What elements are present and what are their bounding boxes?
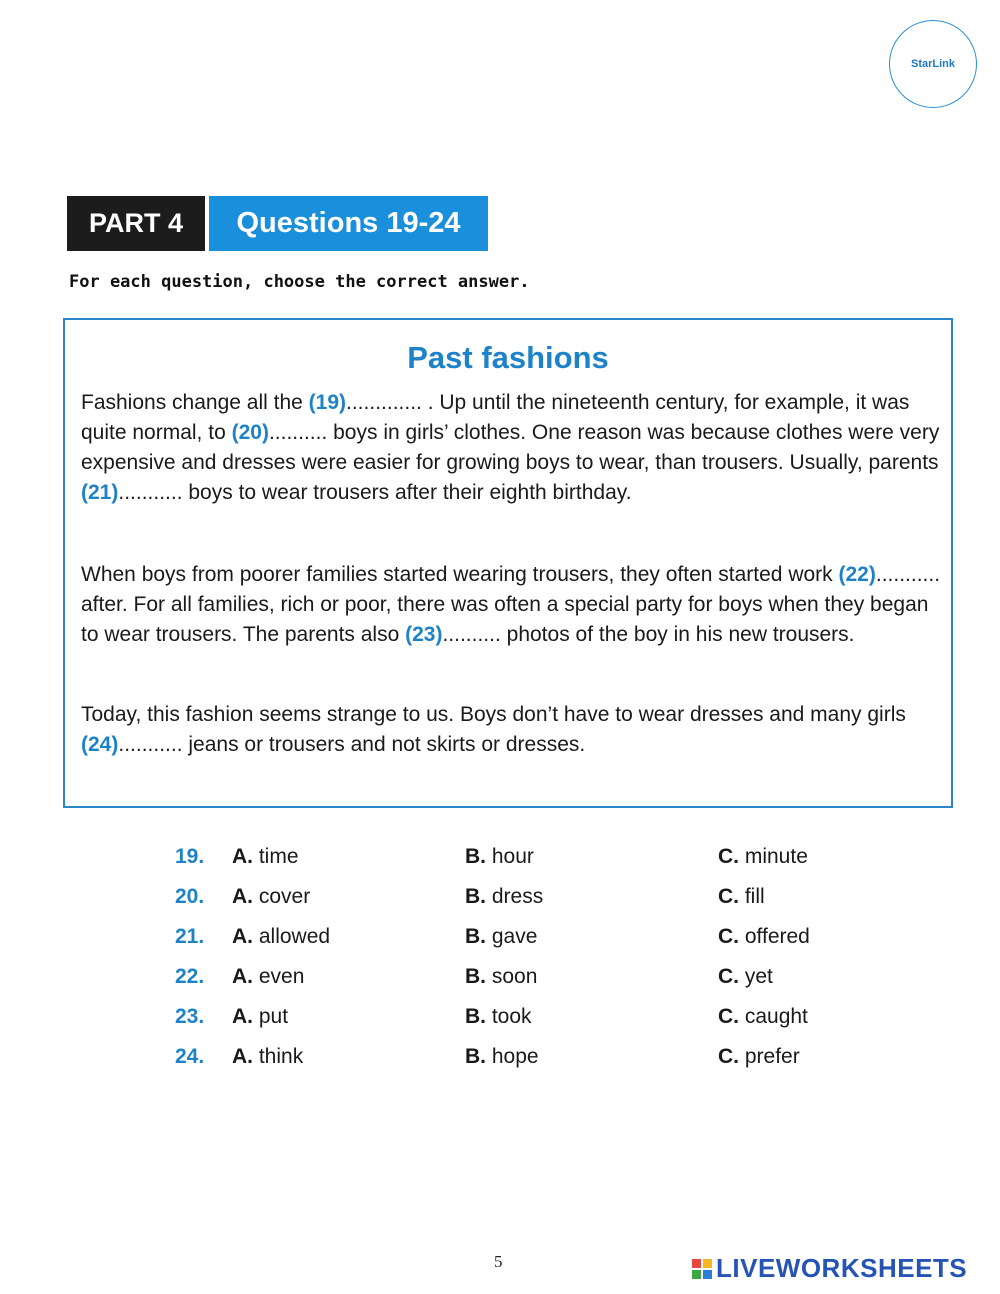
question-row	[175, 885, 875, 925]
passage-title: Past fashions	[407, 340, 609, 375]
answer-options	[175, 845, 875, 1085]
option-letter: A.	[232, 885, 253, 908]
part-label: PART 4	[67, 196, 205, 251]
gap-21: (21)	[81, 481, 119, 504]
liveworksheets-grid-icon	[692, 1259, 712, 1279]
option-text: gave	[491, 925, 538, 948]
option-c[interactable]	[718, 965, 773, 989]
option-b[interactable]	[465, 925, 537, 949]
question-number: 23.	[175, 1005, 205, 1028]
liveworksheets-brand: LIVEWORKSHEETS	[716, 1253, 968, 1283]
gap-22: (22)	[838, 563, 876, 586]
page-number: 5	[494, 1252, 503, 1271]
question-row	[175, 925, 875, 965]
option-c[interactable]	[718, 885, 765, 909]
passage-text: ........... boys to wear trousers after their eighth birthday.	[118, 481, 632, 504]
option-a[interactable]	[232, 925, 330, 949]
option-a[interactable]	[232, 845, 299, 869]
option-letter: B.	[465, 885, 486, 908]
gap-20: (20)	[231, 421, 269, 444]
option-text: think	[258, 1045, 304, 1068]
question-row	[175, 965, 875, 1005]
option-letter: C.	[718, 1005, 739, 1028]
logo-text: StarLink	[910, 58, 955, 70]
option-text: dress	[491, 885, 544, 908]
option-text: took	[491, 1005, 532, 1028]
gap-24: (24)	[81, 733, 119, 756]
question-number: 21.	[175, 925, 205, 948]
question-row	[175, 845, 875, 885]
option-letter: A.	[232, 845, 253, 868]
option-letter: B.	[465, 925, 486, 948]
passage-text: Fashions change all the	[81, 391, 309, 414]
option-c[interactable]	[718, 925, 810, 949]
question-number: 20.	[175, 885, 205, 908]
passage-paragraph-1	[81, 388, 941, 508]
passage-paragraph-3	[81, 700, 941, 760]
option-letter: C.	[718, 925, 739, 948]
option-text: cover	[258, 885, 311, 908]
option-letter: C.	[718, 885, 739, 908]
question-number: 19.	[175, 845, 205, 868]
passage-text: ............. . Up until the nineteenth century, for example, it was quite normal, to	[81, 391, 910, 444]
questions-range-label: Questions 19-24	[209, 196, 488, 251]
option-letter: A.	[232, 1045, 253, 1068]
option-text: yet	[744, 965, 773, 988]
option-a[interactable]	[232, 965, 304, 989]
option-b[interactable]	[465, 845, 534, 869]
option-text: even	[258, 965, 305, 988]
option-text: hope	[491, 1045, 539, 1068]
question-row	[175, 1005, 875, 1045]
passage-box	[63, 318, 953, 808]
option-text: caught	[744, 1005, 808, 1028]
option-c[interactable]	[718, 1045, 800, 1069]
option-text: minute	[744, 845, 808, 868]
passage-text: ........... jeans or trousers and not skirts or dresses.	[118, 733, 586, 756]
option-letter: B.	[465, 1005, 486, 1028]
gap-23: (23)	[405, 623, 443, 646]
option-b[interactable]	[465, 1005, 532, 1029]
passage-text: Today, this fashion seems strange to us. Boys don’t have to wear dresses and many girls	[81, 703, 906, 726]
option-b[interactable]	[465, 1045, 539, 1069]
option-letter: A.	[232, 1005, 253, 1028]
option-letter: B.	[465, 1045, 486, 1068]
instruction-text: For each question, choose the correct answer.	[69, 272, 530, 292]
option-text: offered	[744, 925, 810, 948]
option-letter: B.	[465, 965, 486, 988]
option-letter: B.	[465, 845, 486, 868]
option-b[interactable]	[465, 885, 543, 909]
passage-text: ........... after. For all families, rich or poor, there was often a special party for boys when they began to wear trousers. The parents also	[81, 563, 941, 646]
option-b[interactable]	[465, 965, 537, 989]
option-a[interactable]	[232, 1045, 303, 1069]
passage-paragraph-2	[81, 560, 941, 650]
option-text: put	[258, 1005, 289, 1028]
option-a[interactable]	[232, 1005, 288, 1029]
option-letter: C.	[718, 965, 739, 988]
option-text: allowed	[258, 925, 331, 948]
option-text: prefer	[744, 1045, 800, 1068]
option-letter: A.	[232, 965, 253, 988]
option-a[interactable]	[232, 885, 310, 909]
option-text: time	[258, 845, 299, 868]
passage-text: When boys from poorer families started wearing trousers, they often started work	[81, 563, 839, 586]
passage-text: .......... boys in girls’ clothes. One reason was because clothes were very expensive and dresses were easier for growing boys to wear, than trousers. Usually, parents	[81, 421, 940, 474]
option-letter: C.	[718, 1045, 739, 1068]
option-text: fill	[744, 885, 765, 908]
gap-19: (19)	[308, 391, 347, 414]
passage-text: .......... photos of the boy in his new trousers.	[442, 623, 855, 646]
option-letter: C.	[718, 845, 739, 868]
liveworksheets-logo	[692, 1253, 967, 1284]
option-text: soon	[491, 965, 538, 988]
option-c[interactable]	[718, 1005, 808, 1029]
question-row	[175, 1045, 875, 1085]
option-c[interactable]	[718, 845, 808, 869]
option-text: hour	[491, 845, 534, 868]
starlink-logo	[889, 20, 977, 108]
part-header	[67, 196, 488, 251]
question-number: 24.	[175, 1045, 205, 1068]
option-letter: A.	[232, 925, 253, 948]
question-number: 22.	[175, 965, 205, 988]
